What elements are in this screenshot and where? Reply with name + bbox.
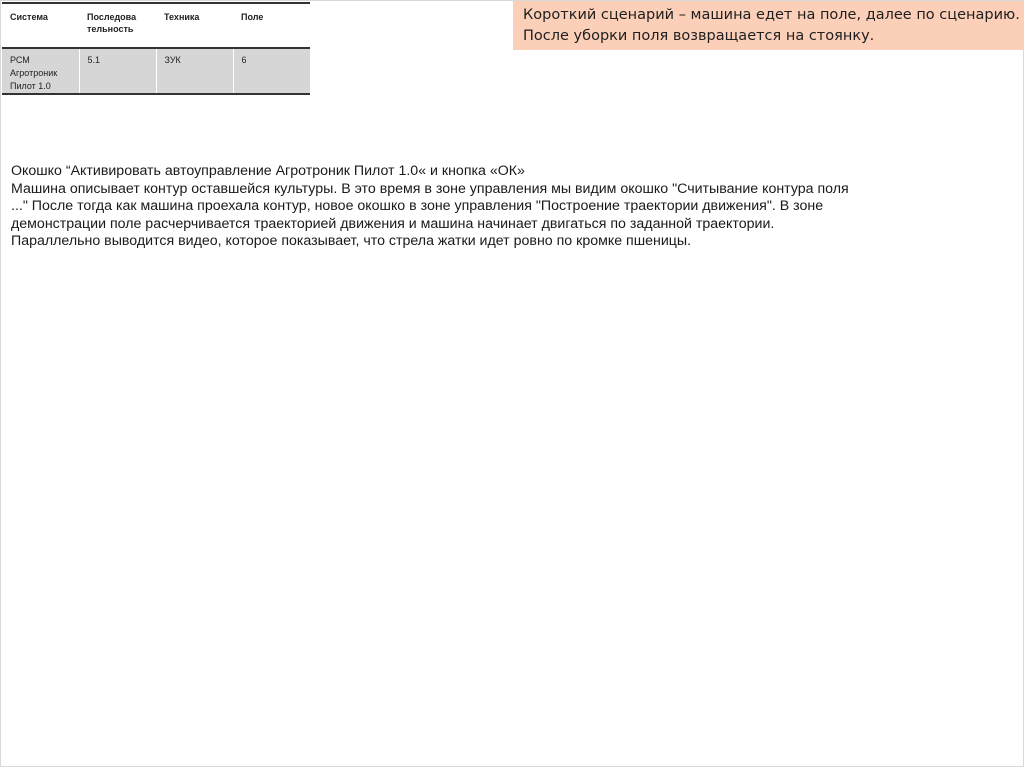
cell-equipment: ЗУК <box>156 48 233 94</box>
table-header-row <box>2 3 310 48</box>
scenario-table <box>2 2 310 95</box>
table-row <box>2 48 310 94</box>
cell-system: РСМ Агротроник Пилот 1.0 <box>2 48 79 94</box>
description-line: Параллельно выводится видео, которое показывает, что стрела жатки идет ровно по кромке пшеницы. <box>11 233 692 249</box>
header-field: Поле <box>241 12 264 22</box>
header-sequence: Последова тельность <box>87 12 137 34</box>
header-equipment: Техника <box>164 12 200 22</box>
scenario-callout <box>513 1 1024 50</box>
description-line: Окошко “Активировать автоуправление Агротроник Пилот 1.0« и кнопка «ОК» <box>11 163 525 179</box>
description-line: Машина описывает контур оставшейся культуры. В это время в зоне управления мы видим окошко "Считывание контура поля <box>11 180 849 197</box>
header-system: Система <box>10 12 48 22</box>
callout-line: Короткий сценарий – машина едет на поле, далее по сценарию. <box>523 7 1020 23</box>
description-line: ..." После тогда как машина проехала контур, новое окошко в зоне управления "Построение траектории движения". В зоне <box>11 198 824 214</box>
cell-sequence: 5.1 <box>79 48 156 94</box>
description-line: демонстрации поле расчерчивается траекторией движения и машина начинает двигаться по заданной траектории. <box>11 215 775 232</box>
scenario-description <box>11 163 961 251</box>
callout-line: После уборки поля возвращается на стоянку. <box>523 28 875 44</box>
cell-field: 6 <box>241 55 247 65</box>
